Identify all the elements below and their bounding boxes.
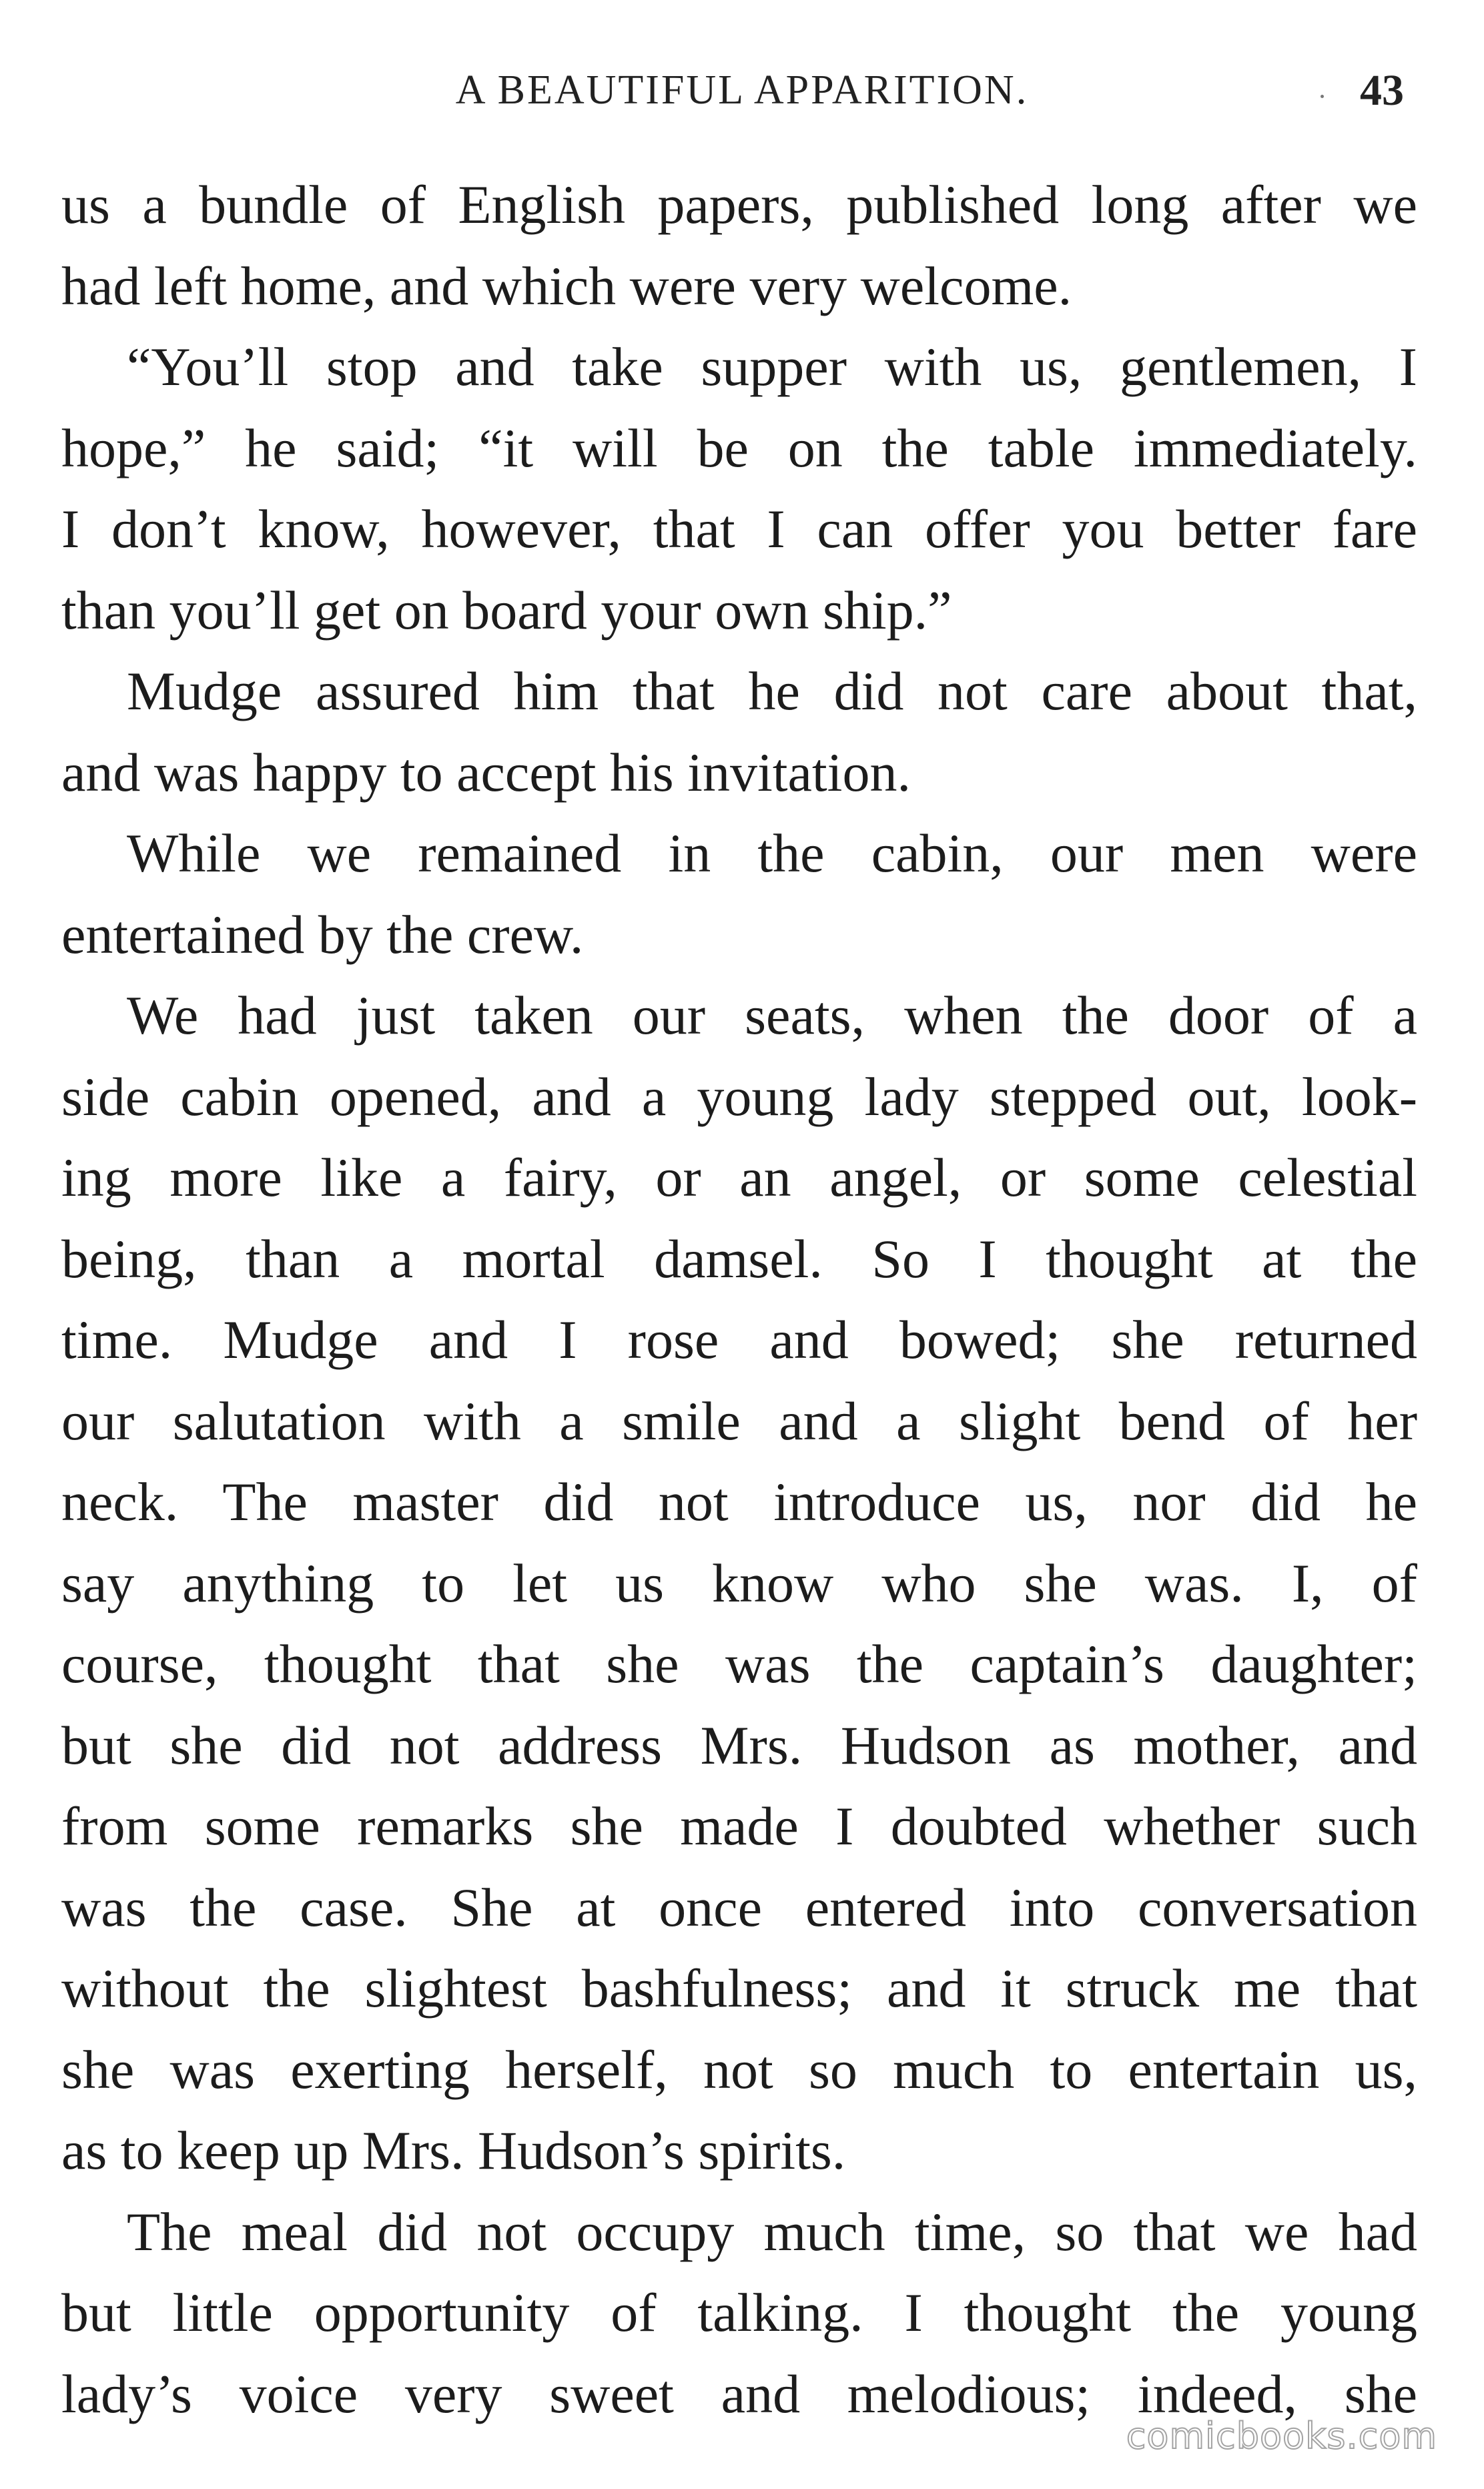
text-line: was the case. She at once entered into conversation <box>61 1876 1417 1938</box>
text-line: our salutation with a smile and a slight bend of her <box>61 1390 1417 1451</box>
text-line: she was exerting herself, not so much to entertain us, <box>61 2039 1417 2100</box>
text-line: but she did not address Mrs. Hudson as mother, and <box>61 1714 1417 1776</box>
text-line: being, than a mortal damsel. So I thought at the <box>61 1228 1417 1289</box>
text-line: hope,” he said; “it will be on the table immediately. <box>61 417 1417 478</box>
paragraph <box>61 326 1417 651</box>
paragraph <box>61 975 1417 2191</box>
text-line: but little opportunity of talking. I thought the young <box>61 2282 1417 2343</box>
ink-speck <box>1321 95 1324 98</box>
text-line: lady’s voice very sweet and melodious; indeed, she <box>61 2363 1417 2424</box>
text-line: and was happy to accept his invitation. <box>61 741 911 803</box>
watermark: comicbooks.com <box>1126 2415 1437 2457</box>
page-number: 43 <box>1360 66 1404 115</box>
text-line: from some remarks she made I doubted whether such <box>61 1796 1417 1856</box>
text-line: We had just taken our seats, when the door of a <box>127 985 1417 1046</box>
text-line: without the slightest bashfulness; and it struck me that <box>61 1958 1417 2019</box>
text-line: “You’ll stop and take supper with us, gentlemen, I <box>127 336 1417 397</box>
running-head <box>67 53 1417 127</box>
text-line: ing more like a fairy, or an angel, or some celestial <box>61 1147 1417 1208</box>
paragraph <box>61 651 1417 813</box>
text-line: The meal did not occupy much time, so that we had <box>127 2201 1417 2262</box>
text-line: say anything to let us know who she was. I, of <box>61 1552 1417 1614</box>
paragraph <box>61 2191 1417 2435</box>
text-line: neck. The master did not introduce us, nor did he <box>61 1471 1417 1532</box>
text-line: course, thought that she was the captain’s daughter; <box>61 1634 1417 1694</box>
body-text <box>61 164 1417 2434</box>
text-line: us a bundle of English papers, published long after we <box>61 174 1417 235</box>
text-line: entertained by the crew. <box>61 904 584 965</box>
paragraph <box>61 813 1417 975</box>
text-line: side cabin opened, and a young lady stepped out, look- <box>61 1066 1417 1127</box>
text-line: Mudge assured him that he did not care about that, <box>127 661 1417 721</box>
text-line: While we remained in the cabin, our men were <box>127 823 1417 883</box>
paragraph <box>61 164 1417 326</box>
text-line: had left home, and which were very welcome. <box>61 255 1072 316</box>
text-line: time. Mudge and I rose and bowed; she returned <box>61 1309 1417 1370</box>
text-line: I don’t know, however, that I can offer you better fare <box>61 498 1417 559</box>
text-line: as to keep up Mrs. Hudson’s spirits. <box>61 2120 846 2181</box>
running-title: A BEAUTIFUL APPARITION. <box>455 67 1029 113</box>
text-line: than you’ll get on board your own ship.” <box>61 579 952 641</box>
